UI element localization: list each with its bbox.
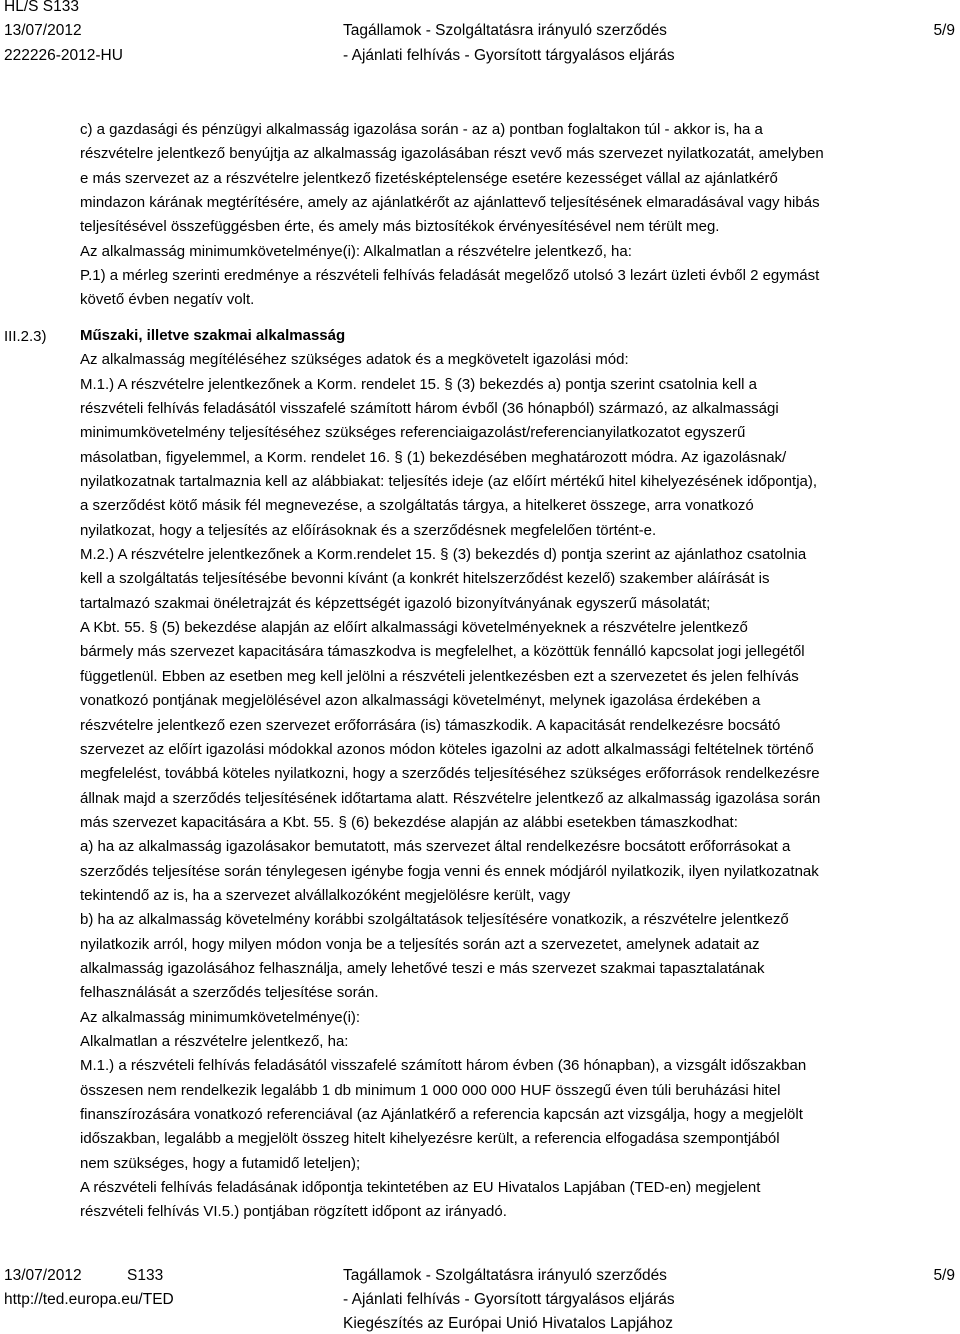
section-body: Az alkalmasság megítéléséhez szükséges adatok és a megkövetelt igazolási mód: M.1.) A részvételre jelentkezőnek a Korm. rendelet 15. § (3) bekezdés a) pontja szerint csatolnia kell a részvételi felhívás feladásától visszafelé számított három évből (36 hónapból) származó, az alkalmassági minimumkövetelmény teljesítéséhez szükséges referenciaigazolást/referencianyilatkozatot egyszerű másolatban, figyelemmel, a Korm. rendelet 16. § (1) bekezdésében meghatározott módra. Az igazolásnak/ nyilatkozatnak tartalmaznia kell az alábbiakat: teljesítés ideje (az előírt mértékű hitel kihelyezésének időpontja), a szerződést kötő másik fél megnevezése, a szolgáltatás tárgya, a hitelkeret összege, arra vonatkozó nyilatkozat, hogy a teljesítés az előírásoknak és a szerződésnek megfelelően történt-e. M.2.) A részvételre jelentkezőnek a Korm.rendelet 15. § (3) bekezdés d) pontja szerint az ajánlathoz csatolnia kell a szolgáltatás teljesítésébe bevonni kívánt (a konkrét hitelszerződést kezelő) szakember aláírását is tartalmazó szakmai önéletrajzát és képzettségét igazoló bizonyítványának egyszerű másolatát; A Kbt. 55. § (5) bekezdése alapján az előírt alkalmassági követelményeknek a részvételre jelentkező bármely más szervezet kapacitására támaszkodva is megfelelhet, a közöttük fennálló kapcsolat jogi jellegétől függetlenül. Ebben az esetben meg kell jelölni a részvételi jelentkezésben ezt a szervezetet és jelen felhívás vonatkozó pontjának megjelölésével azon alkalmassági követelményt, melynek igazolása érdekében a részvételre jelentkező ezen szervezet erőforrására (is) támaszkodik. A kapacitását rendelkezésre bocsátó szervezet az előírt igazolási módokkal azonos módon köteles igazolni az adott alkalmassági feltételnek történő megfelelést, továbbá köteles nyilatkozni, hogy a szerződés teljesítéséhez szükséges erőforrások rendelkezésre állnak majd a szerződés teljesítésének időtartama alatt. Részvételre jelentkező az alkalmasság igazolása során más szervezet kapacitására a Kbt. 55. § (6) bekezdése alapján az alábbi esetekben támaszkodhat: a) ha az alkalmasság igazolásakor bemutatott, más szervezet által rendelkezésre bocsátott erőforrásokat a szerződés teljesítése során ténylegesen igénybe fogja venni és ennek módjáról nyilatkozik, ilyen nyilatkozatnak tekintendő az is, ha a szervezet alvállalkozóként megjelölésre került, vagy b) ha az alkalmasság követelmény korábbi szolgáltatások teljesítésére vonatkozik, a részvételre jelentkező nyilatkozik arról, hogy milyen módon vonja be a teljesítés során azt a szervezetet, amelynek adatait az alkalmasság igazolásához felhasználja, amely lehetővé teszi e más szervezet szakmai tapasztalatának felhasználását a szerződés teljesítése során. Az alkalmasság minimumkövetelménye(i): Alkalmatlan a részvételre jelentkező, ha: M.1.) a részvételi felhívás feladásától visszafelé számított három évben (36 hónapban), a vizsgált időszakban összesen nem rendelkezik legalább 1 db minimum 1 000 000 000 HUF összegű éven túli beruházási hitel finanszírozására vonatkozó referenciával (az Ajánlatkérő a referencia kapcsán azt vizsgálja, hogy a megjelölt időszakban, legalább a megjelölt összeg hitelt kihelyezésre került, a referencia elfogadása szempontjából nem szükséges, hogy a futamidő leteljen); A részvételi felhívás feladásának időpontja tekintetében az EU Hivatalos Lapjában (TED-en) megjelent részvételi felhívás VI.5.) pontjában rögzített időpont az irányadó. — [80, 351, 821, 1221]
paragraph-c: c) a gazdasági és pénzügyi alkalmasság igazolása során - az a) pontban foglaltakon túl - akkor is, ha a részvételre jelentkező benyújtja az alkalmasság igazolásában részt vevő más szervezet nyilatkozatát, amelyben e más szervezet az a részvételre jelentkező fizetésképtelensége esetére kezességet vállal az ajánlatkérő mindazon kárának megtérítésére, amely az ajánlatkérőt az ajánlattevő teljesítésének elmaradásával vagy hibás teljesítésével összefüggésben érte, és amely más biztosítékok érvényesítésével nem térült meg. Az alkalmasság minimumkövetelménye(i): Alkalmatlan a részvételre jelentkező, ha: P.1) a mérleg szerinti eredménye a részvételi felhívás feladását megelőző utolsó 3 lezárt üzleti évből 2 egymást követő évben negatív volt. — [80, 121, 824, 309]
footer-title-line1: Tagállamok - Szolgáltatásra irányuló szerződés — [343, 1267, 667, 1284]
section-title: Műszaki, illetve szakmai alkalmasság — [80, 327, 346, 344]
header-number: 222226-2012-HU — [4, 47, 123, 64]
section-number: III.2.3) — [4, 328, 47, 345]
footer-title-line2: - Ajánlati felhívás - Gyorsított tárgyalásos eljárás — [343, 1291, 675, 1308]
footer-series: S133 — [127, 1267, 164, 1284]
footer-url-link[interactable]: http://ted.europa.eu/TED — [4, 1291, 174, 1308]
footer-date: 13/07/2012 — [4, 1267, 82, 1284]
header-title-line1: Tagállamok - Szolgáltatásra irányuló szerződés — [343, 22, 667, 39]
header-date: 13/07/2012 — [4, 22, 82, 39]
footer-page: 5/9 — [933, 1267, 955, 1284]
header-page: 5/9 — [933, 22, 955, 39]
section-technical-capacity — [80, 324, 956, 1225]
header-title-line2: - Ajánlati felhívás - Gyorsított tárgyalásos eljárás — [343, 47, 675, 64]
header-ref: HL/S S133 — [4, 0, 79, 15]
footer-title-line3: Kiegészítés az Európai Unió Hivatalos Lapjához — [343, 1315, 673, 1332]
